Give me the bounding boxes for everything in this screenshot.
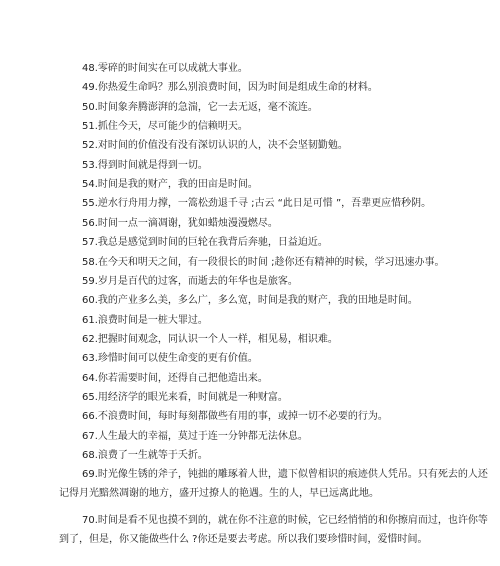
list-item: 49.你热爱生命吗？那么别浪费时间，因为时间是组成生命的材料。 — [82, 82, 378, 93]
list-item: 55.逆水行舟用力撑，一篙松劲退千寻 ;古云 “此日足可惜 ”，吾辈更应惜秒阴。 — [82, 198, 432, 209]
list-item: 63.珍惜时间可以使生命变的更有价值。 — [82, 353, 258, 364]
list-item: 54.时间是我的财产，我的田亩是时间。 — [82, 179, 258, 190]
list-item: 65.用经济学的眼光来看，时间就是一种财富。 — [82, 392, 288, 403]
list-item: 69.时光像生锈的斧子，钝拙的雕琢着人世，遗下似曾相识的痕迹供人凭吊。只有死去的人还记得月光黯然凋谢的地方，盛开过撩人的艳遇。生的人，早已远离此地。 — [59, 469, 488, 499]
list-item: 56.时间一点一滴凋谢，犹如蜡烛漫漫燃尽。 — [82, 218, 278, 229]
list-item: 59.岁月是百代的过客，而逝去的年华也是旅客。 — [82, 276, 298, 287]
list-item: 58.在今天和明天之间，有一段很长的时间 ;趁你还有精神的时候，学习迅速办事。 — [82, 257, 445, 268]
list-item: 68.浪费了一生就等于夭折。 — [82, 450, 208, 461]
list-item: 48.零碎的时间实在可以成就大事业。 — [82, 63, 248, 74]
list-item: 70.时间是看不见也摸不到的，就在你不注意的时候，它已经悄悄的和你擦肩而过，也许你等到了，但是，你又能做些什么 ?你还是要去考虑。所以我们要珍惜时间，爱惜时间。 — [59, 515, 488, 545]
list-item: 60.我的产业多么美，多么广，多么宽，时间是我的财产，我的田地是时间。 — [82, 295, 418, 306]
list-item: 61.浪费时间是一桩大罪过。 — [82, 315, 208, 326]
list-item: 52.对时间的价值没有没有深切认识的人，决不会坚韧勤勉。 — [82, 140, 348, 151]
list-item: 62.把握时间观念，同认识一个人一样，相见易，相识难。 — [82, 334, 338, 345]
list-item: 57.我总是感觉到时间的巨轮在我背后奔驰，日益迫近。 — [82, 237, 328, 248]
list-item: 64.你若需要时间，还得自己把他造出来。 — [82, 373, 268, 384]
list-item: 66.不浪费时间，每时每刻都做些有用的事，或掉一切不必要的行为。 — [82, 411, 388, 422]
list-item: 67.人生最大的幸福，莫过于连一分钟都无法休息。 — [82, 431, 308, 442]
list-item: 50.时间象奔腾澎湃的急湍，它一去无返，毫不流连。 — [82, 102, 318, 113]
list-item: 53.得到时间就是得到一切。 — [82, 160, 208, 171]
list-item: 51.抓住今天，尽可能少的信赖明天。 — [82, 121, 248, 132]
